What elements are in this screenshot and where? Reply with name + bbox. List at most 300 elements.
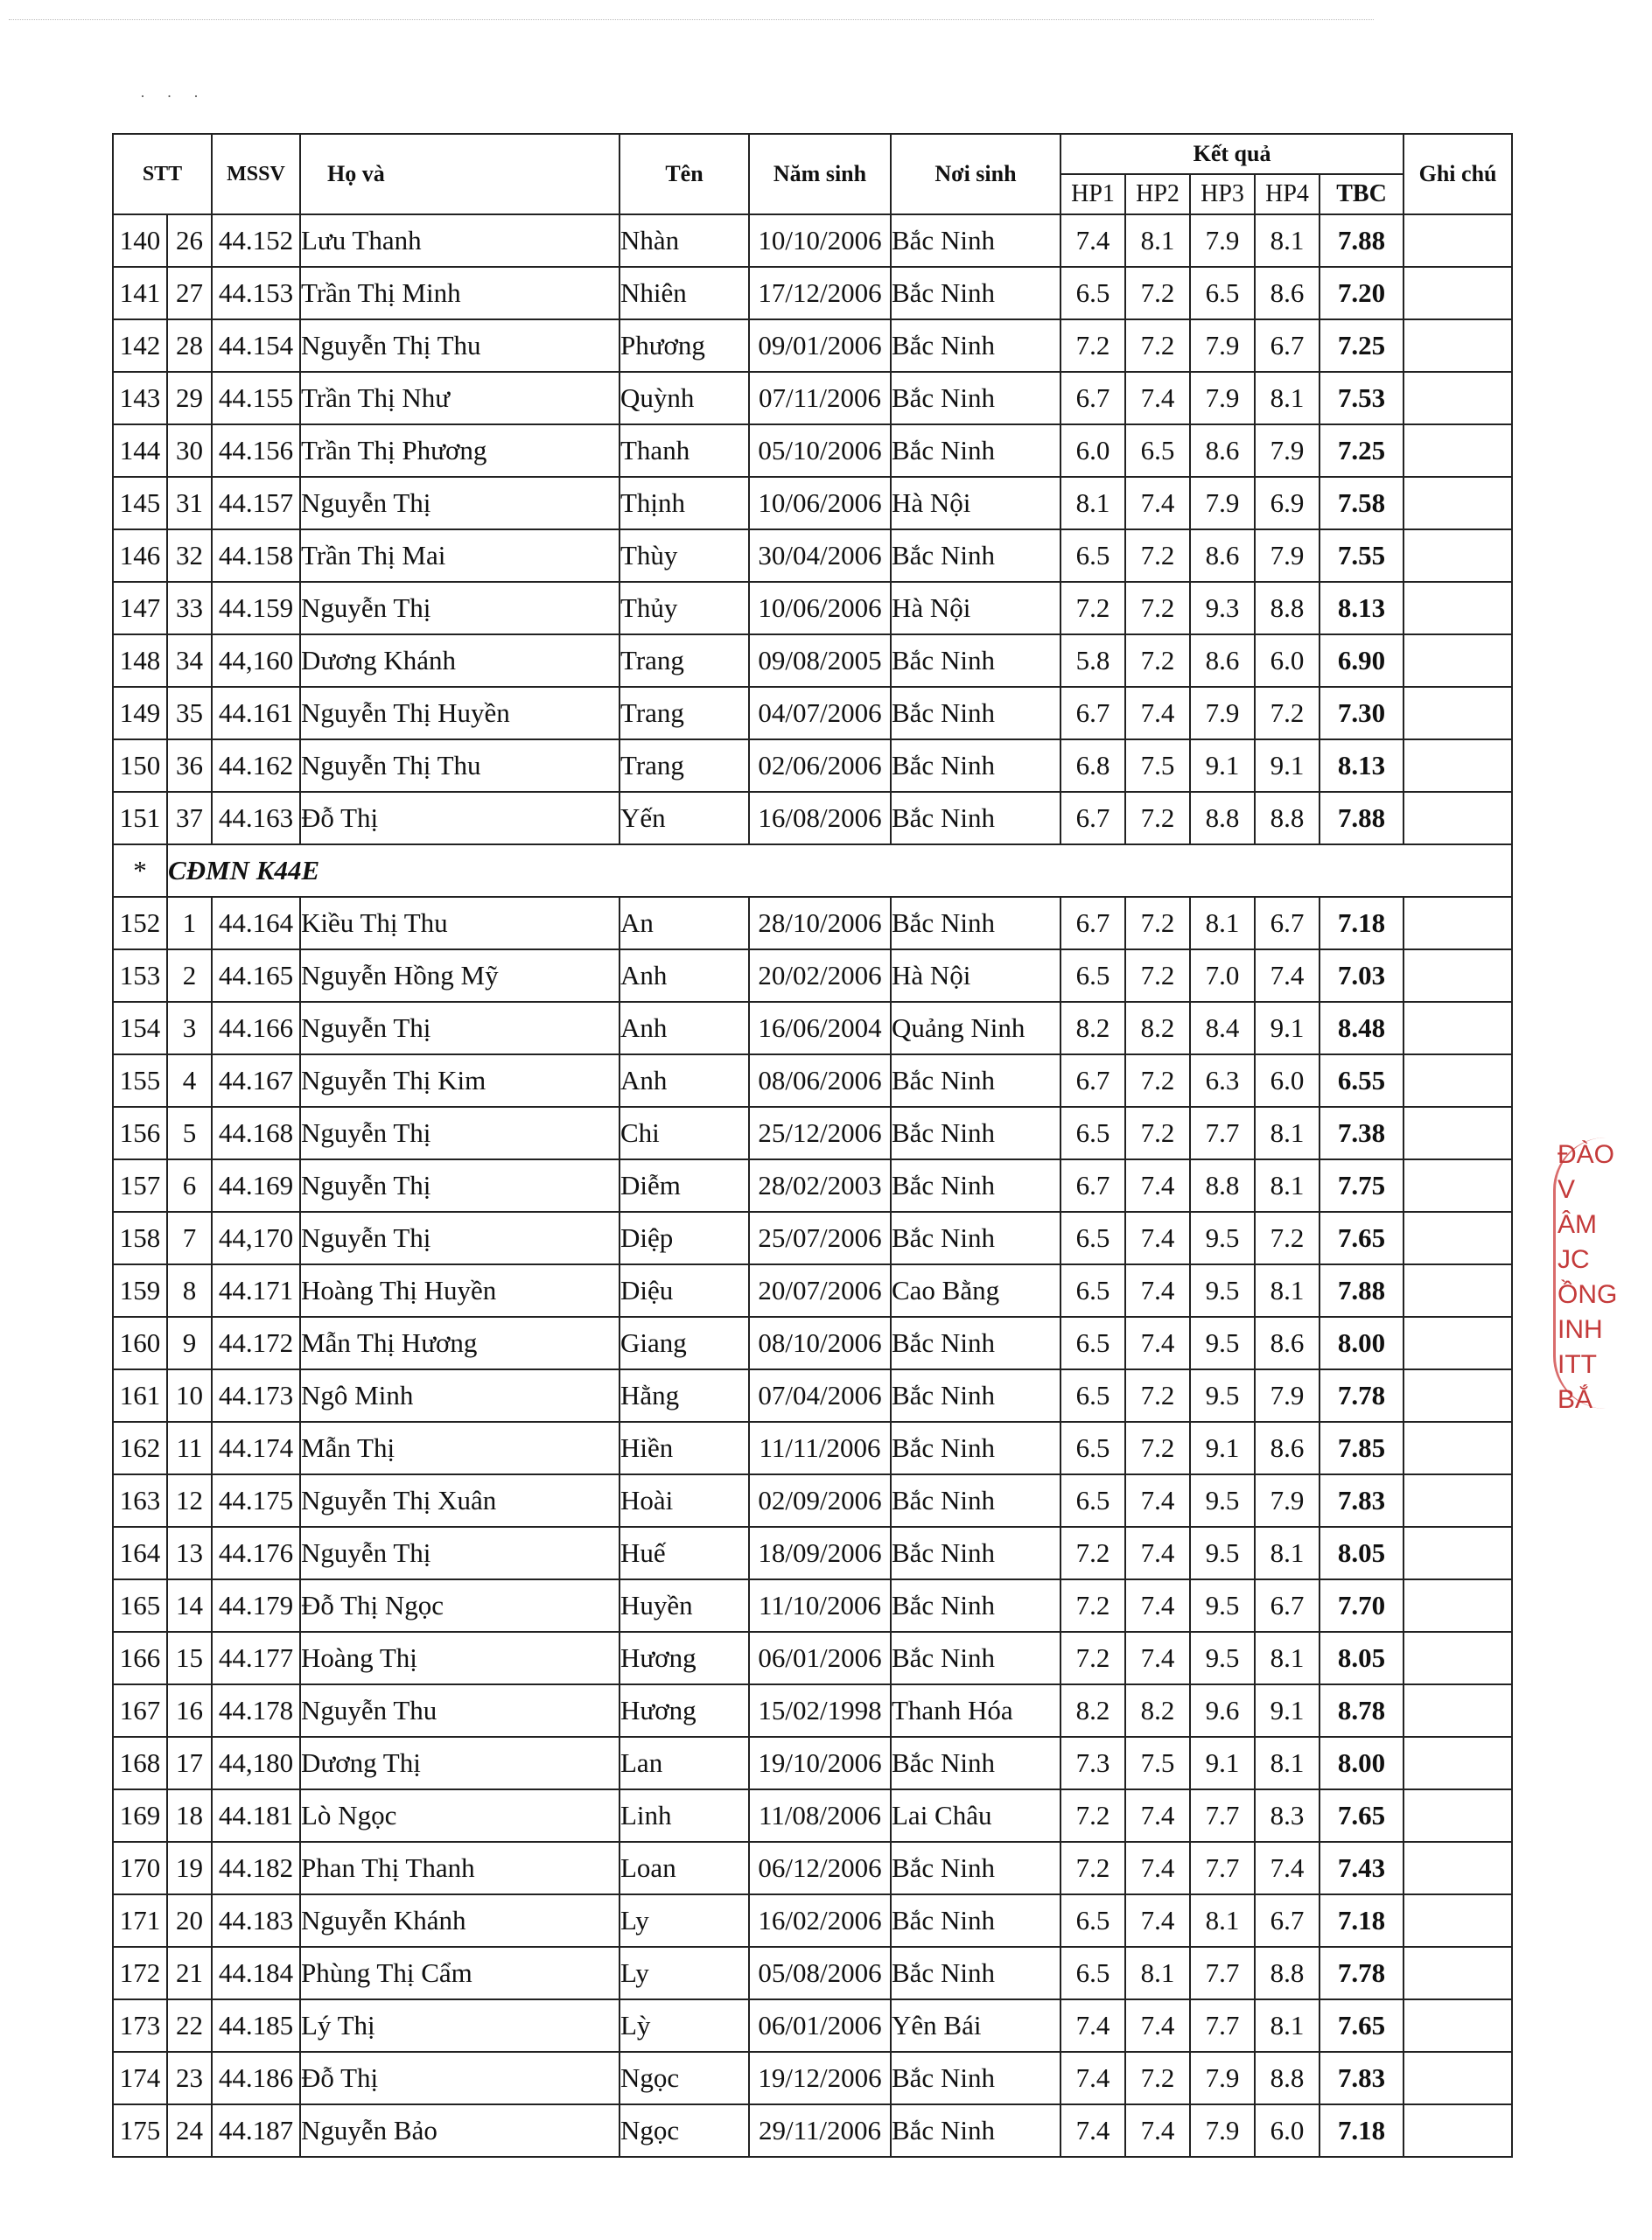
cell-hp2: 7.4 — [1125, 1474, 1190, 1527]
cell-ghi-chu — [1404, 634, 1512, 687]
cell-nam-sinh: 09/08/2005 — [749, 634, 891, 687]
table-row — [113, 214, 1512, 267]
cell-ten: Trang — [620, 634, 749, 687]
cell-mssv: 44.186 — [212, 2052, 300, 2104]
cell-noi-sinh: Bắc Ninh — [891, 897, 1060, 949]
cell-hp4: 8.6 — [1255, 267, 1320, 319]
cell-stt: 172 — [113, 1947, 167, 1999]
cell-hp2: 8.1 — [1125, 214, 1190, 267]
cell-index: 16 — [167, 1684, 212, 1737]
cell-tbc: 7.83 — [1320, 2052, 1404, 2104]
cell-ten: Quỳnh — [620, 372, 749, 424]
cell-tbc: 7.30 — [1320, 687, 1404, 739]
cell-mssv: 44.155 — [212, 372, 300, 424]
cell-index: 35 — [167, 687, 212, 739]
cell-ten: Trang — [620, 687, 749, 739]
cell-hp4: 8.8 — [1255, 1947, 1320, 1999]
cell-ghi-chu — [1404, 1054, 1512, 1107]
cell-tbc: 7.78 — [1320, 1947, 1404, 1999]
cell-tbc: 7.18 — [1320, 897, 1404, 949]
cell-hp4: 8.8 — [1255, 2052, 1320, 2104]
cell-ho-va: Trần Thị Phương — [300, 424, 620, 477]
cell-hp2: 7.4 — [1125, 1264, 1190, 1317]
cell-ghi-chu — [1404, 424, 1512, 477]
cell-hp1: 6.7 — [1060, 1159, 1125, 1212]
table-row — [113, 897, 1512, 949]
cell-stt: 163 — [113, 1474, 167, 1527]
cell-ten: Thanh — [620, 424, 749, 477]
cell-ghi-chu — [1404, 1737, 1512, 1789]
cell-hp4: 7.2 — [1255, 687, 1320, 739]
cell-ten: Huế — [620, 1527, 749, 1579]
cell-stt: 175 — [113, 2104, 167, 2157]
cell-mssv: 44.154 — [212, 319, 300, 372]
table-row — [113, 424, 1512, 477]
header-hp2: HP2 — [1125, 174, 1190, 214]
cell-hp1: 7.4 — [1060, 214, 1125, 267]
cell-stt: 146 — [113, 529, 167, 582]
cell-hp2: 7.4 — [1125, 1632, 1190, 1684]
table-row — [113, 792, 1512, 844]
cell-nam-sinh: 06/01/2006 — [749, 1632, 891, 1684]
cell-mssv: 44.152 — [212, 214, 300, 267]
cell-index: 27 — [167, 267, 212, 319]
cell-hp3: 7.7 — [1190, 1842, 1255, 1894]
section-title: CĐMN K44E — [167, 844, 1512, 897]
table-row — [113, 1737, 1512, 1789]
cell-hp2: 7.4 — [1125, 1317, 1190, 1369]
cell-ten: Linh — [620, 1789, 749, 1842]
stamp-line: ỒNG — [1558, 1280, 1618, 1309]
scan-top-rule — [9, 19, 1374, 20]
cell-hp4: 6.9 — [1255, 477, 1320, 529]
cell-hp4: 8.8 — [1255, 792, 1320, 844]
cell-tbc: 7.70 — [1320, 1579, 1404, 1632]
table-row — [113, 372, 1512, 424]
cell-noi-sinh: Bắc Ninh — [891, 424, 1060, 477]
cell-ho-va: Lưu Thanh — [300, 214, 620, 267]
cell-nam-sinh: 18/09/2006 — [749, 1527, 891, 1579]
header-mssv: MSSV — [212, 134, 300, 214]
cell-ghi-chu — [1404, 1107, 1512, 1159]
cell-ghi-chu — [1404, 949, 1512, 1002]
cell-nam-sinh: 02/09/2006 — [749, 1474, 891, 1527]
table-row — [113, 319, 1512, 372]
cell-index: 22 — [167, 1999, 212, 2052]
cell-tbc: 7.25 — [1320, 424, 1404, 477]
table-row — [113, 687, 1512, 739]
cell-ten: Phương — [620, 319, 749, 372]
cell-ghi-chu — [1404, 1264, 1512, 1317]
cell-hp3: 7.9 — [1190, 2104, 1255, 2157]
cell-index: 18 — [167, 1789, 212, 1842]
cell-nam-sinh: 06/01/2006 — [749, 1999, 891, 2052]
cell-ten: Ly — [620, 1894, 749, 1947]
cell-ten: Hương — [620, 1632, 749, 1684]
cell-index: 8 — [167, 1264, 212, 1317]
cell-ten: Anh — [620, 1002, 749, 1054]
table-row — [113, 1632, 1512, 1684]
cell-ghi-chu — [1404, 582, 1512, 634]
cell-hp1: 8.2 — [1060, 1684, 1125, 1737]
cell-hp3: 7.7 — [1190, 1107, 1255, 1159]
cell-hp2: 7.2 — [1125, 949, 1190, 1002]
cell-stt: 154 — [113, 1002, 167, 1054]
header-nam-sinh: Năm sinh — [749, 134, 891, 214]
cell-nam-sinh: 28/10/2006 — [749, 897, 891, 949]
cell-tbc: 8.05 — [1320, 1632, 1404, 1684]
cell-noi-sinh: Bắc Ninh — [891, 319, 1060, 372]
cell-index: 6 — [167, 1159, 212, 1212]
cell-ghi-chu — [1404, 1369, 1512, 1422]
cell-hp4: 8.1 — [1255, 1264, 1320, 1317]
cell-mssv: 44.162 — [212, 739, 300, 792]
cell-stt: 149 — [113, 687, 167, 739]
cell-nam-sinh: 05/10/2006 — [749, 424, 891, 477]
cell-hp3: 9.1 — [1190, 739, 1255, 792]
table-row — [113, 1684, 1512, 1737]
cell-hp4: 8.1 — [1255, 1632, 1320, 1684]
cell-ho-va: Nguyễn Thị — [300, 477, 620, 529]
cell-ho-va: Ngô Minh — [300, 1369, 620, 1422]
cell-hp1: 6.5 — [1060, 1317, 1125, 1369]
cell-ho-va: Nguyễn Thị Kim — [300, 1054, 620, 1107]
cell-hp3: 9.5 — [1190, 1632, 1255, 1684]
cell-mssv: 44.181 — [212, 1789, 300, 1842]
cell-ghi-chu — [1404, 1579, 1512, 1632]
table-row — [113, 1212, 1512, 1264]
cell-ghi-chu — [1404, 2104, 1512, 2157]
cell-hp3: 8.6 — [1190, 634, 1255, 687]
cell-stt: 174 — [113, 2052, 167, 2104]
cell-noi-sinh: Bắc Ninh — [891, 1894, 1060, 1947]
cell-nam-sinh: 07/04/2006 — [749, 1369, 891, 1422]
cell-index: 11 — [167, 1422, 212, 1474]
cell-hp2: 7.2 — [1125, 529, 1190, 582]
cell-index: 12 — [167, 1474, 212, 1527]
cell-stt: 144 — [113, 424, 167, 477]
cell-hp4: 8.1 — [1255, 1999, 1320, 2052]
cell-nam-sinh: 30/04/2006 — [749, 529, 891, 582]
table-row — [113, 1999, 1512, 2052]
cell-tbc: 7.75 — [1320, 1159, 1404, 1212]
cell-ghi-chu — [1404, 477, 1512, 529]
cell-nam-sinh: 11/08/2006 — [749, 1789, 891, 1842]
cell-hp4: 8.1 — [1255, 214, 1320, 267]
cell-ghi-chu — [1404, 1632, 1512, 1684]
cell-mssv: 44.174 — [212, 1422, 300, 1474]
cell-ten: Hiền — [620, 1422, 749, 1474]
cell-nam-sinh: 16/06/2004 — [749, 1002, 891, 1054]
cell-hp2: 7.4 — [1125, 477, 1190, 529]
cell-ten: Thủy — [620, 582, 749, 634]
cell-hp4: 6.0 — [1255, 634, 1320, 687]
table-row — [113, 1369, 1512, 1422]
cell-hp3: 9.6 — [1190, 1684, 1255, 1737]
cell-stt: 156 — [113, 1107, 167, 1159]
cell-noi-sinh: Cao Bằng — [891, 1264, 1060, 1317]
cell-hp3: 7.9 — [1190, 319, 1255, 372]
header-tbc: TBC — [1320, 174, 1404, 214]
cell-hp4: 7.2 — [1255, 1212, 1320, 1264]
header-stt: STT — [113, 134, 212, 214]
cell-hp4: 8.6 — [1255, 1317, 1320, 1369]
cell-noi-sinh: Lai Châu — [891, 1789, 1060, 1842]
cell-hp3: 7.7 — [1190, 1947, 1255, 1999]
cell-ghi-chu — [1404, 529, 1512, 582]
table-row — [113, 1894, 1512, 1947]
cell-stt: 147 — [113, 582, 167, 634]
cell-ho-va: Nguyễn Thị Thu — [300, 319, 620, 372]
cell-hp2: 7.4 — [1125, 1212, 1190, 1264]
cell-noi-sinh: Bắc Ninh — [891, 634, 1060, 687]
cell-ho-va: Lý Thị — [300, 1999, 620, 2052]
cell-ten: Hoài — [620, 1474, 749, 1527]
cell-mssv: 44.164 — [212, 897, 300, 949]
table-row — [113, 1264, 1512, 1317]
table-row — [113, 1159, 1512, 1212]
cell-ghi-chu — [1404, 2052, 1512, 2104]
cell-index: 9 — [167, 1317, 212, 1369]
cell-stt: 173 — [113, 1999, 167, 2052]
cell-tbc: 7.65 — [1320, 1212, 1404, 1264]
cell-ten: Diễm — [620, 1159, 749, 1212]
cell-noi-sinh: Bắc Ninh — [891, 1317, 1060, 1369]
cell-hp2: 7.4 — [1125, 687, 1190, 739]
section-row-group — [113, 844, 1512, 897]
cell-noi-sinh: Bắc Ninh — [891, 792, 1060, 844]
cell-mssv: 44.169 — [212, 1159, 300, 1212]
cell-hp2: 8.1 — [1125, 1947, 1190, 1999]
cell-hp1: 6.5 — [1060, 1264, 1125, 1317]
cell-nam-sinh: 29/11/2006 — [749, 2104, 891, 2157]
cell-tbc: 8.00 — [1320, 1737, 1404, 1789]
cell-noi-sinh: Bắc Ninh — [891, 687, 1060, 739]
cell-hp1: 6.7 — [1060, 897, 1125, 949]
cell-mssv: 44.163 — [212, 792, 300, 844]
cell-hp3: 7.9 — [1190, 214, 1255, 267]
cell-nam-sinh: 15/02/1998 — [749, 1684, 891, 1737]
cell-hp1: 7.4 — [1060, 2052, 1125, 2104]
cell-hp1: 6.7 — [1060, 1054, 1125, 1107]
cell-hp2: 7.2 — [1125, 1422, 1190, 1474]
table-row — [113, 267, 1512, 319]
cell-noi-sinh: Yên Bái — [891, 1999, 1060, 2052]
cell-noi-sinh: Quảng Ninh — [891, 1002, 1060, 1054]
cell-ghi-chu — [1404, 1527, 1512, 1579]
cell-hp3: 8.6 — [1190, 529, 1255, 582]
cell-noi-sinh: Hà Nội — [891, 949, 1060, 1002]
cell-tbc: 7.88 — [1320, 214, 1404, 267]
cell-ho-va: Hoàng Thị — [300, 1632, 620, 1684]
cell-hp2: 7.2 — [1125, 582, 1190, 634]
table-row — [113, 1107, 1512, 1159]
cell-nam-sinh: 28/02/2003 — [749, 1159, 891, 1212]
cell-hp2: 7.4 — [1125, 1789, 1190, 1842]
table-row — [113, 1842, 1512, 1894]
cell-stt: 153 — [113, 949, 167, 1002]
cell-noi-sinh: Bắc Ninh — [891, 1632, 1060, 1684]
table-row — [113, 1579, 1512, 1632]
cell-hp1: 8.2 — [1060, 1002, 1125, 1054]
cell-hp4: 6.7 — [1255, 1579, 1320, 1632]
cell-hp4: 7.9 — [1255, 1474, 1320, 1527]
cell-ghi-chu — [1404, 1002, 1512, 1054]
cell-index: 3 — [167, 1002, 212, 1054]
cell-hp2: 7.2 — [1125, 792, 1190, 844]
cell-noi-sinh: Bắc Ninh — [891, 1737, 1060, 1789]
cell-tbc: 8.05 — [1320, 1527, 1404, 1579]
header-hp3: HP3 — [1190, 174, 1255, 214]
cell-tbc: 7.53 — [1320, 372, 1404, 424]
cell-mssv: 44.158 — [212, 529, 300, 582]
cell-ho-va: Nguyễn Khánh — [300, 1894, 620, 1947]
cell-noi-sinh: Bắc Ninh — [891, 1159, 1060, 1212]
cell-hp4: 6.0 — [1255, 1054, 1320, 1107]
cell-hp1: 7.4 — [1060, 1999, 1125, 2052]
cell-hp1: 7.4 — [1060, 2104, 1125, 2157]
cell-mssv: 44,160 — [212, 634, 300, 687]
cell-noi-sinh: Bắc Ninh — [891, 2052, 1060, 2104]
table-row — [113, 1054, 1512, 1107]
cell-ten: Hương — [620, 1684, 749, 1737]
cell-hp3: 7.9 — [1190, 477, 1255, 529]
stamp-line: INH — [1558, 1315, 1603, 1344]
cell-ghi-chu — [1404, 739, 1512, 792]
cell-ho-va: Hoàng Thị Huyền — [300, 1264, 620, 1317]
cell-mssv: 44.157 — [212, 477, 300, 529]
cell-hp4: 7.9 — [1255, 424, 1320, 477]
cell-hp3: 9.5 — [1190, 1212, 1255, 1264]
cell-index: 13 — [167, 1527, 212, 1579]
cell-hp2: 7.2 — [1125, 1369, 1190, 1422]
cell-hp1: 5.8 — [1060, 634, 1125, 687]
cell-hp2: 7.2 — [1125, 897, 1190, 949]
scan-specks: · · · — [140, 88, 207, 105]
cell-tbc: 8.13 — [1320, 582, 1404, 634]
cell-index: 14 — [167, 1579, 212, 1632]
cell-hp2: 6.5 — [1125, 424, 1190, 477]
cell-hp2: 7.4 — [1125, 1894, 1190, 1947]
cell-hp2: 7.4 — [1125, 372, 1190, 424]
header-hp4: HP4 — [1255, 174, 1320, 214]
cell-index: 33 — [167, 582, 212, 634]
cell-nam-sinh: 08/06/2006 — [749, 1054, 891, 1107]
cell-hp4: 6.0 — [1255, 2104, 1320, 2157]
table-row — [113, 1789, 1512, 1842]
cell-hp2: 7.5 — [1125, 1737, 1190, 1789]
cell-ten: Diệp — [620, 1212, 749, 1264]
cell-nam-sinh: 08/10/2006 — [749, 1317, 891, 1369]
cell-hp3: 9.5 — [1190, 1264, 1255, 1317]
student-grades-table — [112, 133, 1513, 2158]
cell-ghi-chu — [1404, 372, 1512, 424]
table-row — [113, 634, 1512, 687]
cell-stt: 166 — [113, 1632, 167, 1684]
cell-hp3: 8.1 — [1190, 1894, 1255, 1947]
cell-hp1: 6.5 — [1060, 949, 1125, 1002]
cell-hp2: 7.4 — [1125, 1579, 1190, 1632]
cell-ten: Anh — [620, 949, 749, 1002]
cell-hp3: 7.9 — [1190, 372, 1255, 424]
cell-hp1: 6.7 — [1060, 372, 1125, 424]
cell-ten: Ly — [620, 1947, 749, 1999]
cell-index: 1 — [167, 897, 212, 949]
cell-hp1: 6.7 — [1060, 792, 1125, 844]
cell-hp2: 7.2 — [1125, 2052, 1190, 2104]
cell-stt: 161 — [113, 1369, 167, 1422]
cell-index: 4 — [167, 1054, 212, 1107]
cell-ten: Huyền — [620, 1579, 749, 1632]
cell-noi-sinh: Bắc Ninh — [891, 1947, 1060, 1999]
cell-noi-sinh: Bắc Ninh — [891, 739, 1060, 792]
cell-index: 24 — [167, 2104, 212, 2157]
cell-hp3: 8.4 — [1190, 1002, 1255, 1054]
cell-hp4: 7.4 — [1255, 949, 1320, 1002]
cell-ten: Ngọc — [620, 2052, 749, 2104]
cell-ten: Thịnh — [620, 477, 749, 529]
cell-stt: 155 — [113, 1054, 167, 1107]
cell-ho-va: Trần Thị Minh — [300, 267, 620, 319]
cell-ghi-chu — [1404, 1789, 1512, 1842]
cell-stt: 164 — [113, 1527, 167, 1579]
cell-ten: Ngọc — [620, 2104, 749, 2157]
table-row — [113, 529, 1512, 582]
cell-ten: Lỳ — [620, 1999, 749, 2052]
cell-mssv: 44.159 — [212, 582, 300, 634]
cell-hp3: 8.6 — [1190, 424, 1255, 477]
cell-mssv: 44.166 — [212, 1002, 300, 1054]
cell-ghi-chu — [1404, 214, 1512, 267]
cell-ho-va: Lò Ngọc — [300, 1789, 620, 1842]
cell-index: 26 — [167, 214, 212, 267]
table-row — [113, 477, 1512, 529]
cell-hp4: 8.8 — [1255, 582, 1320, 634]
cell-hp3: 9.5 — [1190, 1474, 1255, 1527]
stamp-line: ITT BẮ — [1558, 1350, 1597, 1414]
cell-ho-va: Trần Thị Mai — [300, 529, 620, 582]
cell-mssv: 44.185 — [212, 1999, 300, 2052]
table-row — [113, 1317, 1512, 1369]
cell-index: 31 — [167, 477, 212, 529]
cell-ho-va: Mẫn Thị — [300, 1422, 620, 1474]
section-marker: * — [113, 844, 167, 897]
table-row — [113, 2104, 1512, 2157]
cell-hp3: 9.1 — [1190, 1737, 1255, 1789]
cell-nam-sinh: 10/10/2006 — [749, 214, 891, 267]
cell-hp2: 7.2 — [1125, 319, 1190, 372]
table-row — [113, 2052, 1512, 2104]
cell-stt: 171 — [113, 1894, 167, 1947]
cell-hp3: 6.5 — [1190, 267, 1255, 319]
cell-hp3: 9.1 — [1190, 1422, 1255, 1474]
table-header — [113, 134, 1512, 214]
cell-nam-sinh: 17/12/2006 — [749, 267, 891, 319]
cell-ghi-chu — [1404, 1422, 1512, 1474]
cell-hp1: 7.2 — [1060, 582, 1125, 634]
table-row — [113, 739, 1512, 792]
cell-ten: Nhàn — [620, 214, 749, 267]
cell-ten: Chi — [620, 1107, 749, 1159]
cell-ten: Trang — [620, 739, 749, 792]
cell-hp1: 7.2 — [1060, 1527, 1125, 1579]
cell-tbc: 7.88 — [1320, 1264, 1404, 1317]
cell-ho-va: Phùng Thị Cẩm — [300, 1947, 620, 1999]
cell-hp1: 6.5 — [1060, 1947, 1125, 1999]
cell-hp2: 7.4 — [1125, 1999, 1190, 2052]
cell-hp1: 6.5 — [1060, 1369, 1125, 1422]
cell-index: 15 — [167, 1632, 212, 1684]
